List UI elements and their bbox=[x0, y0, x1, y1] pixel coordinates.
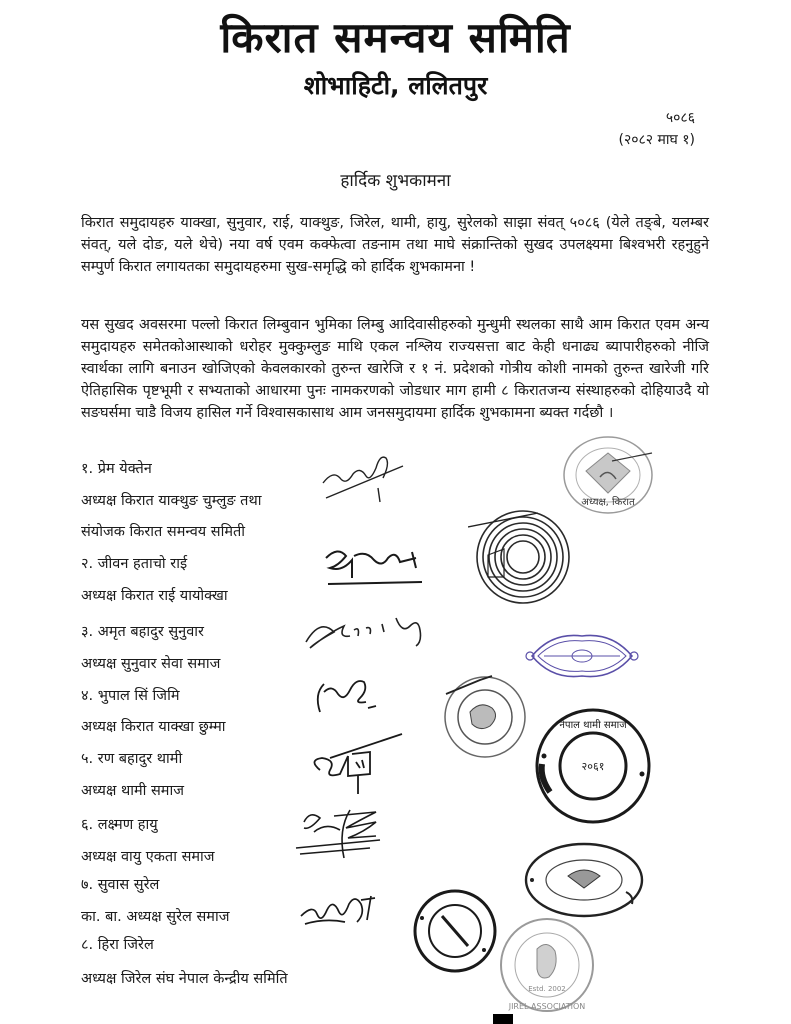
reference-date: (२०८२ माघ १) bbox=[618, 132, 695, 148]
signatory-name: ७. सुवास सुरेल bbox=[81, 877, 160, 893]
signature-5 bbox=[300, 730, 410, 795]
signatory-name: २. जीवन हताचो राई bbox=[81, 556, 188, 572]
signatory-name: ४. भुपाल सिं जिमि bbox=[81, 688, 180, 704]
signatory-name: ६. लक्ष्मण हायु bbox=[81, 817, 158, 833]
signatory-title: का. बा. अध्यक्ष सुरेल समाज bbox=[81, 909, 230, 925]
stamp-year: २०६१ bbox=[581, 760, 605, 773]
letter-heading: हार्दिक शुभकामना bbox=[340, 171, 451, 191]
stamp-sunuwar-sewa-samaj bbox=[522, 630, 642, 682]
body-paragraph-2: यस सुखद अवसरमा पल्लो किरात लिम्बुवान भुमिका लिम्बु आदिवासीहरुको मुन्धुमी स्थलका साथै आम किरात एवम अन्य समुदायहरु समेतकोआस्थाको धरोहर मुक्कुम्लुङ माथि एकल नश्लिय राज्यसत्ता बाट केही धनाढ्य ब्यापारीहरुको नीजि स्वार्थका लागि बनाउन खोजिएको केवलकारको तुरुन्त खारेजि र १ नं. प्रदेशको गोत्रीय कोशी नामको तुरुन्त खारेजी गरि ऐतिहासिक पृष्टभूमी र सभ्यताको आधारमा पुनः नामकरणको जोडधार माग हामी ८ किरातजन्य संस्थाहरुको दोहियाउदै यो सङघर्समा चाडै विजय हासिल गर्ने विश्वासकासाथ आम जनसमुदायमा हार्दिक शुभकामना ब्यक्त गर्दछौ । bbox=[81, 317, 709, 421]
signatory-title: अध्यक्ष किरात याक्खा छुम्मा bbox=[81, 719, 226, 735]
stamp-hayu-ekata-samaj bbox=[522, 840, 646, 920]
signature-6 bbox=[290, 800, 385, 870]
organization-address: शोभाहिटी, ललितपुर bbox=[303, 71, 488, 100]
signatory-title: अध्यक्ष सुनुवार सेवा समाज bbox=[81, 656, 221, 672]
stamp-surel-samaj bbox=[412, 888, 498, 974]
stamp-kirat-yakkha-chhumma bbox=[440, 672, 530, 764]
organization-name: किरात समन्वय समिति bbox=[220, 13, 571, 62]
reference-number: ५०८६ bbox=[665, 110, 695, 126]
signature-2 bbox=[318, 538, 423, 593]
body-paragraph-1: किरात समुदायहरु याक्खा, सुनुवार, राई, याक्थुङ, जिरेल, थामी, हायु, सुरेलको साझा संवत् ५०८६ (येले तङ्बे, यलम्बर संवत्, यले दोङ, यले थेचे) नया वर्ष एवम कक्फेत्वा तङनाम तथा माघे संक्रान्तिको सुखद उपलक्ष्यमा बिश्वभरी रहनुहुने सम्पुर्ण किरात लगायतका समुदायहरुमा सुख-समृद्धि को हार्दिक शुभकामना ! bbox=[81, 215, 709, 275]
stamp-estd: Estd. 2002 bbox=[528, 985, 566, 993]
stamp-text: अध्यक्ष, किरात bbox=[581, 497, 635, 508]
stamp-nepal-thami-samaj bbox=[528, 708, 658, 826]
signatory-name: १. प्रेम येक्तेन bbox=[81, 461, 152, 477]
signatory-title: अध्यक्ष थामी समाज bbox=[81, 783, 184, 799]
stamp-kirat-rai-yayokkha bbox=[468, 505, 578, 610]
signatory-name: ८. हिरा जिरेल bbox=[81, 937, 154, 953]
signature-4 bbox=[310, 672, 385, 722]
signature-1 bbox=[318, 448, 408, 508]
signature-7 bbox=[295, 890, 380, 935]
scan-artifact-mark bbox=[493, 1014, 513, 1024]
stamp-text: JIREL ASSOCIATION bbox=[508, 1002, 586, 1011]
stamp-text: नेपाल थामी समाज bbox=[559, 720, 627, 731]
signatory-title: अध्यक्ष जिरेल संघ नेपाल केन्द्रीय समिति bbox=[81, 971, 288, 987]
stamp-jirel-association bbox=[497, 915, 597, 1015]
signature-3 bbox=[300, 612, 430, 652]
signatory-title: अध्यक्ष किरात राई यायोक्खा bbox=[81, 588, 228, 604]
signatory-title: संयोजक किरात समन्वय समिती bbox=[81, 524, 246, 540]
signatory-name: ३. अमृत बहादुर सुनुवार bbox=[81, 624, 204, 640]
signatory-title: अध्यक्ष किरात याक्थुङ चुम्लुङ तथा bbox=[81, 493, 262, 509]
signatory-name: ५. रण बहादुर थामी bbox=[81, 751, 183, 767]
signatory-title: अध्यक्ष वायु एकता समाज bbox=[81, 849, 215, 865]
